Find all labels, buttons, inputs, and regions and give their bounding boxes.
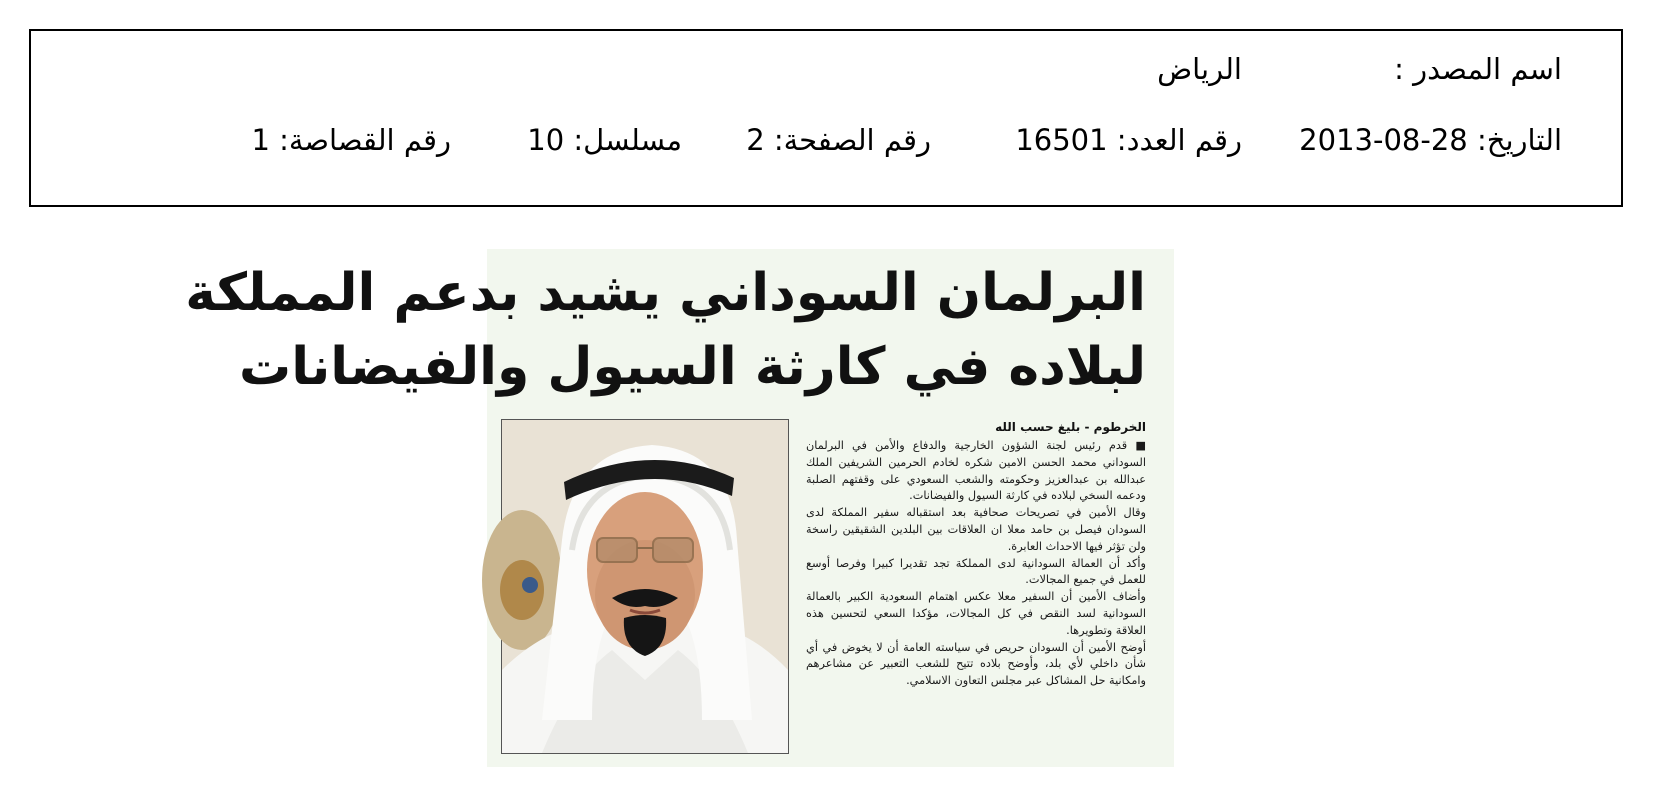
issue-number-field: رقم العدد: 16501 [1015,123,1242,157]
date-field: التاريخ: 28-08-2013 [1299,123,1562,157]
page-number-field: رقم الصفحة: 2 [746,123,931,157]
headline-line-2: لبلاده في كارثة السيول والفيضانات [238,337,1146,397]
clipping-metadata-box [29,29,1623,207]
article-paragraph: وأضاف الأمين أن السفير معلا عكس اهتمام السعودية الكبير بالعمالة السودانية لسد النقص في كل المجالات، مؤكدا السعي لتحسين هذه العلاقة وتطويرها. [806,590,1146,637]
newspaper-clipping [185,249,1174,767]
headline-line-1: البرلمان السوداني يشيد بدعم المملكة [185,263,1146,323]
article-body [806,438,1146,690]
portrait-photo [501,419,789,754]
article-paragraph: ■ قدم رئيس لجنة الشؤون الخارجية والدفاع والأمن في البرلمان السوداني محمد الحسن الامين شكره لخادم الحرمين الشريفين الملك عبدالله بن عبدالعزيز وحكومته والشعب السعودي على وقفتهم الصلبة ودعمه السخي لبلاده في كارثة السيول والفيضانات. [806,439,1146,503]
source-value: الرياض [1157,52,1242,86]
source-label: اسم المصدر : [1394,52,1562,86]
clip-number-field: رقم القصاصة: 1 [251,123,451,157]
byline: الخرطوم - بليغ حسب الله [995,420,1146,434]
serial-field: مسلسل: 10 [527,123,682,157]
article-paragraph: وأكد أن العمالة السودانية لدى المملكة تجد تقديرا كبيرا وفرصا أوسع للعمل في جميع المجالات. [806,556,1146,587]
portrait-illustration [502,420,788,753]
article-paragraph: أوضح الأمين أن السودان حريص في سياسته العامة أن لا يخوض في أي شأن داخلي لأي بلد، وأوضح بلاده تتيح للشعب التعبير عن مشاعرهم وامكانية حل المشاكل عبر مجلس التعاون الاسلامي. [806,640,1146,688]
article-paragraph: وقال الأمين في تصريحات صحافية بعد استقباله سفير المملكة لدى السودان فيصل بن حامد معلا ان العلاقات بين البلدين الشقيقين راسخة ولن تؤثر فيها الاحداث العابرة. [806,506,1146,553]
